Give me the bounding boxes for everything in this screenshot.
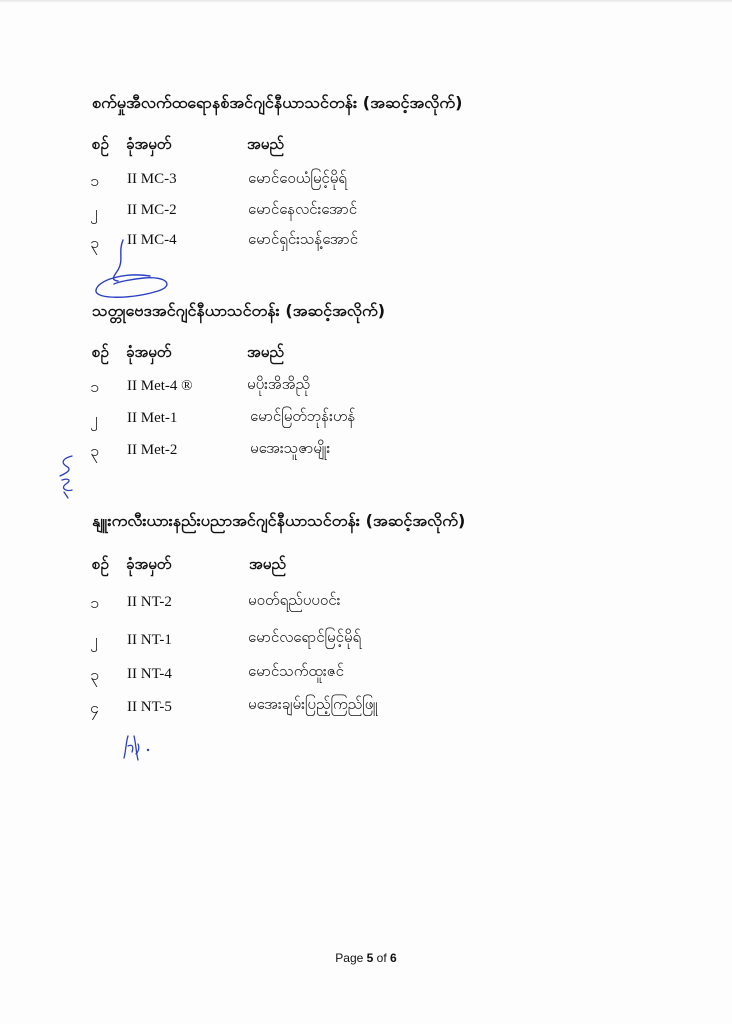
header-roll: ခုံအမှတ်	[126, 343, 172, 361]
section-title-mechatronics: စက်မှုအီလက်ထရောနစ်အင်ဂျင်နီယာသင်တန်း (အဆင့်အလိုက်)	[92, 93, 463, 112]
handwritten-scribble-mark	[88, 236, 178, 302]
row-no: ၁	[90, 377, 99, 396]
handwritten-initial-mark	[54, 452, 84, 500]
section-title-metallurgy: သတ္တုဗေဒအင်ဂျင်နီယာသင်တန်း (အဆင့်အလိုက်)	[92, 301, 386, 320]
row-name: မောင်ဝေယံမြင့်မိုရ်	[248, 169, 347, 187]
row-roll: II MC-4	[127, 232, 177, 248]
row-no: ၂	[90, 409, 98, 428]
row-name: မောင်လရောင်မြင့်မိုရ်	[248, 628, 362, 646]
row-roll: II MC-2	[127, 202, 177, 218]
row-name: မဝတ်ရည်ပပဝင်း	[248, 591, 341, 609]
row-no: ၂	[90, 202, 98, 221]
row-name: မအေးသူဇာမျိုး	[250, 439, 331, 457]
footer-prefix: Page	[335, 951, 364, 965]
page-footer	[0, 951, 732, 965]
header-no: စဥ်	[92, 555, 109, 573]
header-no: စဥ်	[92, 343, 109, 361]
header-name: အမည်	[247, 135, 284, 153]
header-roll: ခုံအမှတ်	[126, 555, 172, 573]
row-no: ၁	[90, 593, 99, 612]
footer-of: of	[376, 951, 387, 965]
row-roll: II NT-2	[127, 594, 172, 610]
scan-edge	[0, 0, 732, 3]
row-roll: II NT-1	[127, 632, 172, 648]
row-name: မောင်ရှင်းသန့်အောင်	[248, 230, 359, 248]
row-no: ၃	[90, 665, 99, 684]
row-name: မောင်သက်ထူးဇင်	[248, 662, 344, 680]
footer-total-pages: 6	[390, 951, 397, 965]
row-name: မပိုးအိအိညို	[247, 375, 310, 393]
row-no: ၄	[90, 698, 99, 717]
row-no: ၃	[90, 233, 99, 252]
header-name: အမည်	[249, 555, 286, 573]
handwritten-initial-mark	[118, 730, 158, 764]
row-roll: II MC-3	[127, 171, 177, 187]
row-no: ၁	[90, 171, 99, 190]
header-roll: ခုံအမှတ်	[126, 135, 172, 153]
header-no: စဥ်	[92, 135, 109, 153]
row-name: မောင်နေလင်းအောင်	[248, 200, 358, 218]
row-roll: II NT-5	[127, 699, 172, 715]
footer-current-page: 5	[366, 951, 374, 965]
header-name: အမည်	[247, 343, 284, 361]
row-roll: II Met-2	[127, 442, 178, 458]
row-roll: II Met-1	[127, 410, 178, 426]
row-no: ၃	[90, 441, 99, 460]
row-roll: II NT-4	[127, 666, 172, 682]
row-roll: II Met-4 ®	[127, 378, 193, 394]
row-no: ၂	[90, 630, 98, 649]
section-title-nuclear: နျူးကလီးယားနည်းပညာအင်ဂျင်နီယာသင်တန်း (အဆင့်အလိုက်)	[92, 511, 466, 530]
row-name: မအေးချမ်းပြည့်ကြည်ဖြူ	[248, 695, 378, 713]
row-name: မောင်မြတ်ဘုန်းဟန်	[250, 407, 356, 425]
